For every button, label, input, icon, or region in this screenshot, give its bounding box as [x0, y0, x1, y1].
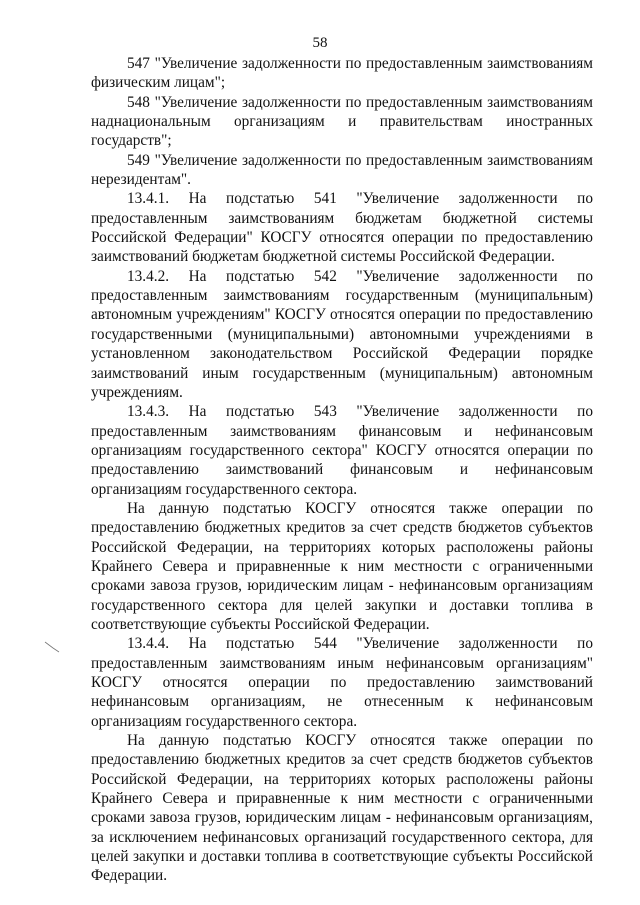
paragraph-13-4-1: 13.4.1. На подстатью 541 "Увеличение задолженности по предоставленным заимствованиям бюджетам бюджетной системы Российской Федерации" КОСГУ относятся операции по предоставлению заимствований бюджетам бюджетной системы Российской Федерации. [91, 190, 593, 266]
paragraph-13-4-4-addendum: На данную подстатью КОСГУ относятся также операции по предоставлению бюджетных кредитов за счет средств бюджетов субъектов Российской Федерации, на территориях которых расположены районы Крайнего Севера и приравненные к ним местности с ограниченными сроками завоза грузов, юридическим лицам - нефинансовым организациям, за исключением нефинансовых организаций государственного сектора, для целей закупки и доставки топлива в соответствующие субъекты Российской Федерации. [91, 732, 593, 885]
paragraph-13-4-3-addendum: На данную подстатью КОСГУ относятся также операции по предоставлению бюджетных кредитов за счет средств бюджетов субъектов Российской Федерации, на территориях которых расположены районы Крайнего Севера и приравненные к ним местности с ограниченными сроками завоза грузов, юридическим лицам - нефинансовым организациям государственного сектора для целей закупки и доставки топлива в соответствующие субъекты Российской Федерации. [91, 499, 593, 633]
paragraph-549: 549 "Увеличение задолженности по предоставленным заимствованиям нерезидентам". [91, 151, 593, 189]
page-number: 58 [312, 35, 328, 51]
document-body [91, 54, 593, 886]
paragraph-548: 548 "Увеличение задолженности по предоставленным заимствованиям наднациональным организациям и правительствам иностранных государств"; [91, 93, 593, 150]
scan-artifact-mark [44, 640, 60, 654]
paragraph-13-4-3: 13.4.3. На подстатью 543 "Увеличение задолженности по предоставленным заимствованиям финансовым и нефинансовым организациям государственного сектора" КОСГУ относятся операции по предоставлению заимствований финансовым и нефинансовым организациям государственного сектора. [91, 403, 593, 498]
paragraph-547: 547 "Увеличение задолженности по предоставленным заимствованиям физическим лицам"; [91, 55, 593, 92]
paragraph-13-4-2: 13.4.2. На подстатью 542 "Увеличение задолженности по предоставленным заимствованиям государственным (муниципальным) автономным учреждениям" КОСГУ относятся операции по предоставлению государственными (муниципальными) автономными учреждениями в установленном законодательством Российской Федерации порядке заимствований иным государственным (муниципальным) автономным учреждениям. [91, 267, 593, 401]
paragraph-13-4-4: 13.4.4. На подстатью 544 "Увеличение задолженности по предоставленным заимствованиям иным нефинансовым организациям" КОСГУ относятся операции по предоставлению заимствований нефинансовым организациям, не отнесенным к нефинансовым организациям государственного сектора. [91, 635, 593, 730]
